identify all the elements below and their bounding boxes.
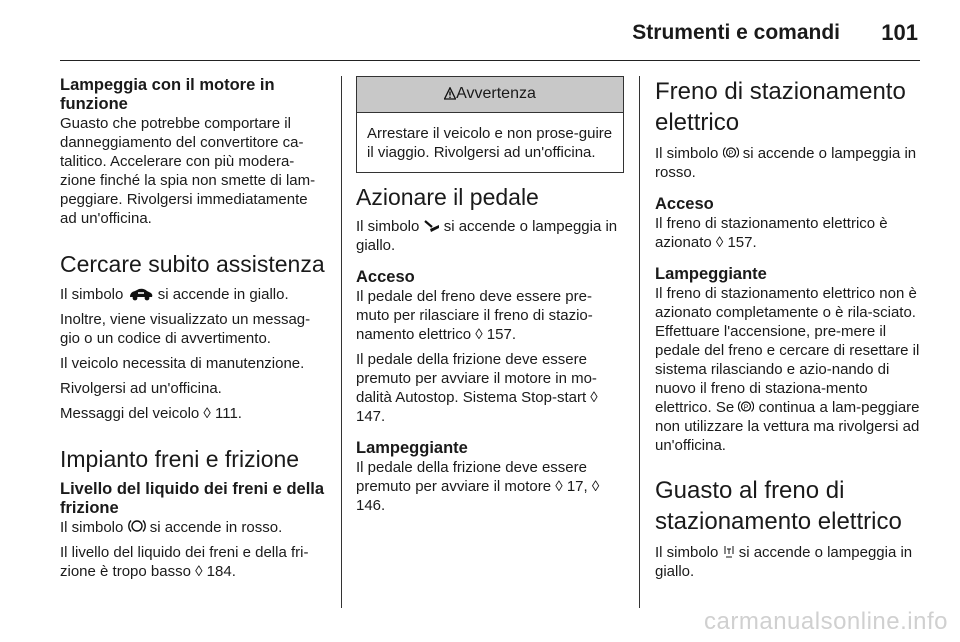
column-divider xyxy=(639,76,640,608)
heading-electric-parking-brake: Freno di stazionamento elettrico xyxy=(655,78,906,136)
cross-reference[interactable]: Messaggi del veicolo ◊ 111. xyxy=(60,405,242,422)
paragraph: Il pedale della frizione deve essere premuto per avviare il motore in mo-dalità Autostop. Sistema Stop-start ◊ 147. xyxy=(356,351,598,425)
page-header xyxy=(60,0,920,61)
parking-brake-icon xyxy=(738,399,754,414)
paragraph: Il simbolo si accende o lampeggia in giallo. xyxy=(356,218,618,254)
warning-triangle-icon xyxy=(444,87,456,100)
heading-brakes-clutch: Impianto freni e frizione xyxy=(60,446,300,472)
subheading-flashing: Lampeggiante xyxy=(655,265,767,283)
warning-box xyxy=(356,76,624,173)
paragraph: Il simbolo si accende in rosso. xyxy=(60,519,283,536)
subheading-flashing: Lampeggiante xyxy=(356,439,468,457)
paragraph: Il simbolo P si accende o lampeggia in rosso. xyxy=(655,145,917,181)
paragraph: Il veicolo necessita di manutenzione. xyxy=(60,355,305,372)
paragraph: Rivolgersi ad un'officina. xyxy=(60,380,222,397)
subheading-on: Acceso xyxy=(356,268,415,286)
column-divider xyxy=(341,76,342,608)
warning-title: Avvertenza xyxy=(456,85,536,102)
subheading-fluid-level: Livello del liquido dei freni e della frizione xyxy=(60,480,325,517)
column-right xyxy=(655,76,925,581)
paragraph: Guasto che potrebbe comportare il danneggiamento del convertitore ca-talitico. Accelerare con più modera-zione finché la spia non smette di lam-peggiare. Rivolgersi immediatamente ad un'officina. xyxy=(60,115,316,227)
paragraph: Il livello del liquido dei freni e della fri-zione è tropo basso ◊ 184. xyxy=(60,544,309,580)
svg-text:P: P xyxy=(728,150,733,158)
paragraph: Il pedale del freno deve essere pre-muto per rilasciare il freno di stazio-namento elettrico ◊ 157. xyxy=(356,288,593,343)
running-title: Strumenti e comandi xyxy=(632,21,840,44)
heading-press-pedal: Azionare il pedale xyxy=(356,184,539,210)
subheading-on: Acceso xyxy=(655,195,714,213)
paragraph: Il simbolo si accende in giallo. xyxy=(60,286,289,303)
watermark: carmanualsonline.info xyxy=(704,608,948,635)
column-left xyxy=(60,76,326,581)
parking-brake-icon xyxy=(723,145,739,160)
paragraph: Il freno di stazionamento elettrico non è azionato completamente o è rila-sciato. Effettuare l'accensione, pre-mere il pedale del freno e cercare di resettare il sistema rilasciando e azio-nando di nuovo il freno di staziona-mento elettrico. Se P continua a lam-peggiare non utilizzare la vettura ma rivolgersi ad un'officina. xyxy=(655,285,920,454)
service-wrench-car-icon xyxy=(128,287,154,301)
paragraph: Inoltre, viene visualizzato un messag-gio o un codice di avvertimento. xyxy=(60,311,311,347)
paragraph: Il simbolo si accende o lampeggia in giallo. xyxy=(655,544,913,580)
warning-box-header xyxy=(357,77,623,113)
pedal-icon xyxy=(424,219,440,233)
paragraph: Il freno di stazionamento elettrico è azionato ◊ 157. xyxy=(655,215,888,251)
heading-service-now: Cercare subito assistenza xyxy=(60,251,325,277)
paragraph: Il pedale della frizione deve essere premuto per avviare il motore ◊ 17, ◊ 146. xyxy=(356,459,600,514)
parking-brake-fault-icon xyxy=(723,545,735,559)
svg-text:P: P xyxy=(744,404,749,412)
warning-box-body xyxy=(357,113,623,172)
page-number: 101 xyxy=(881,20,918,45)
brake-warning-icon xyxy=(128,518,146,534)
subheading-flashing-engine: Lampeggia con il motore in funzione xyxy=(60,76,275,113)
column-middle xyxy=(356,76,624,515)
warning-text: Arrestare il veicolo e non prose-guire il viaggio. Rivolgersi ad un'officina. xyxy=(367,125,613,161)
heading-parking-brake-fault: Guasto al freno di stazionamento elettrico xyxy=(655,477,902,535)
